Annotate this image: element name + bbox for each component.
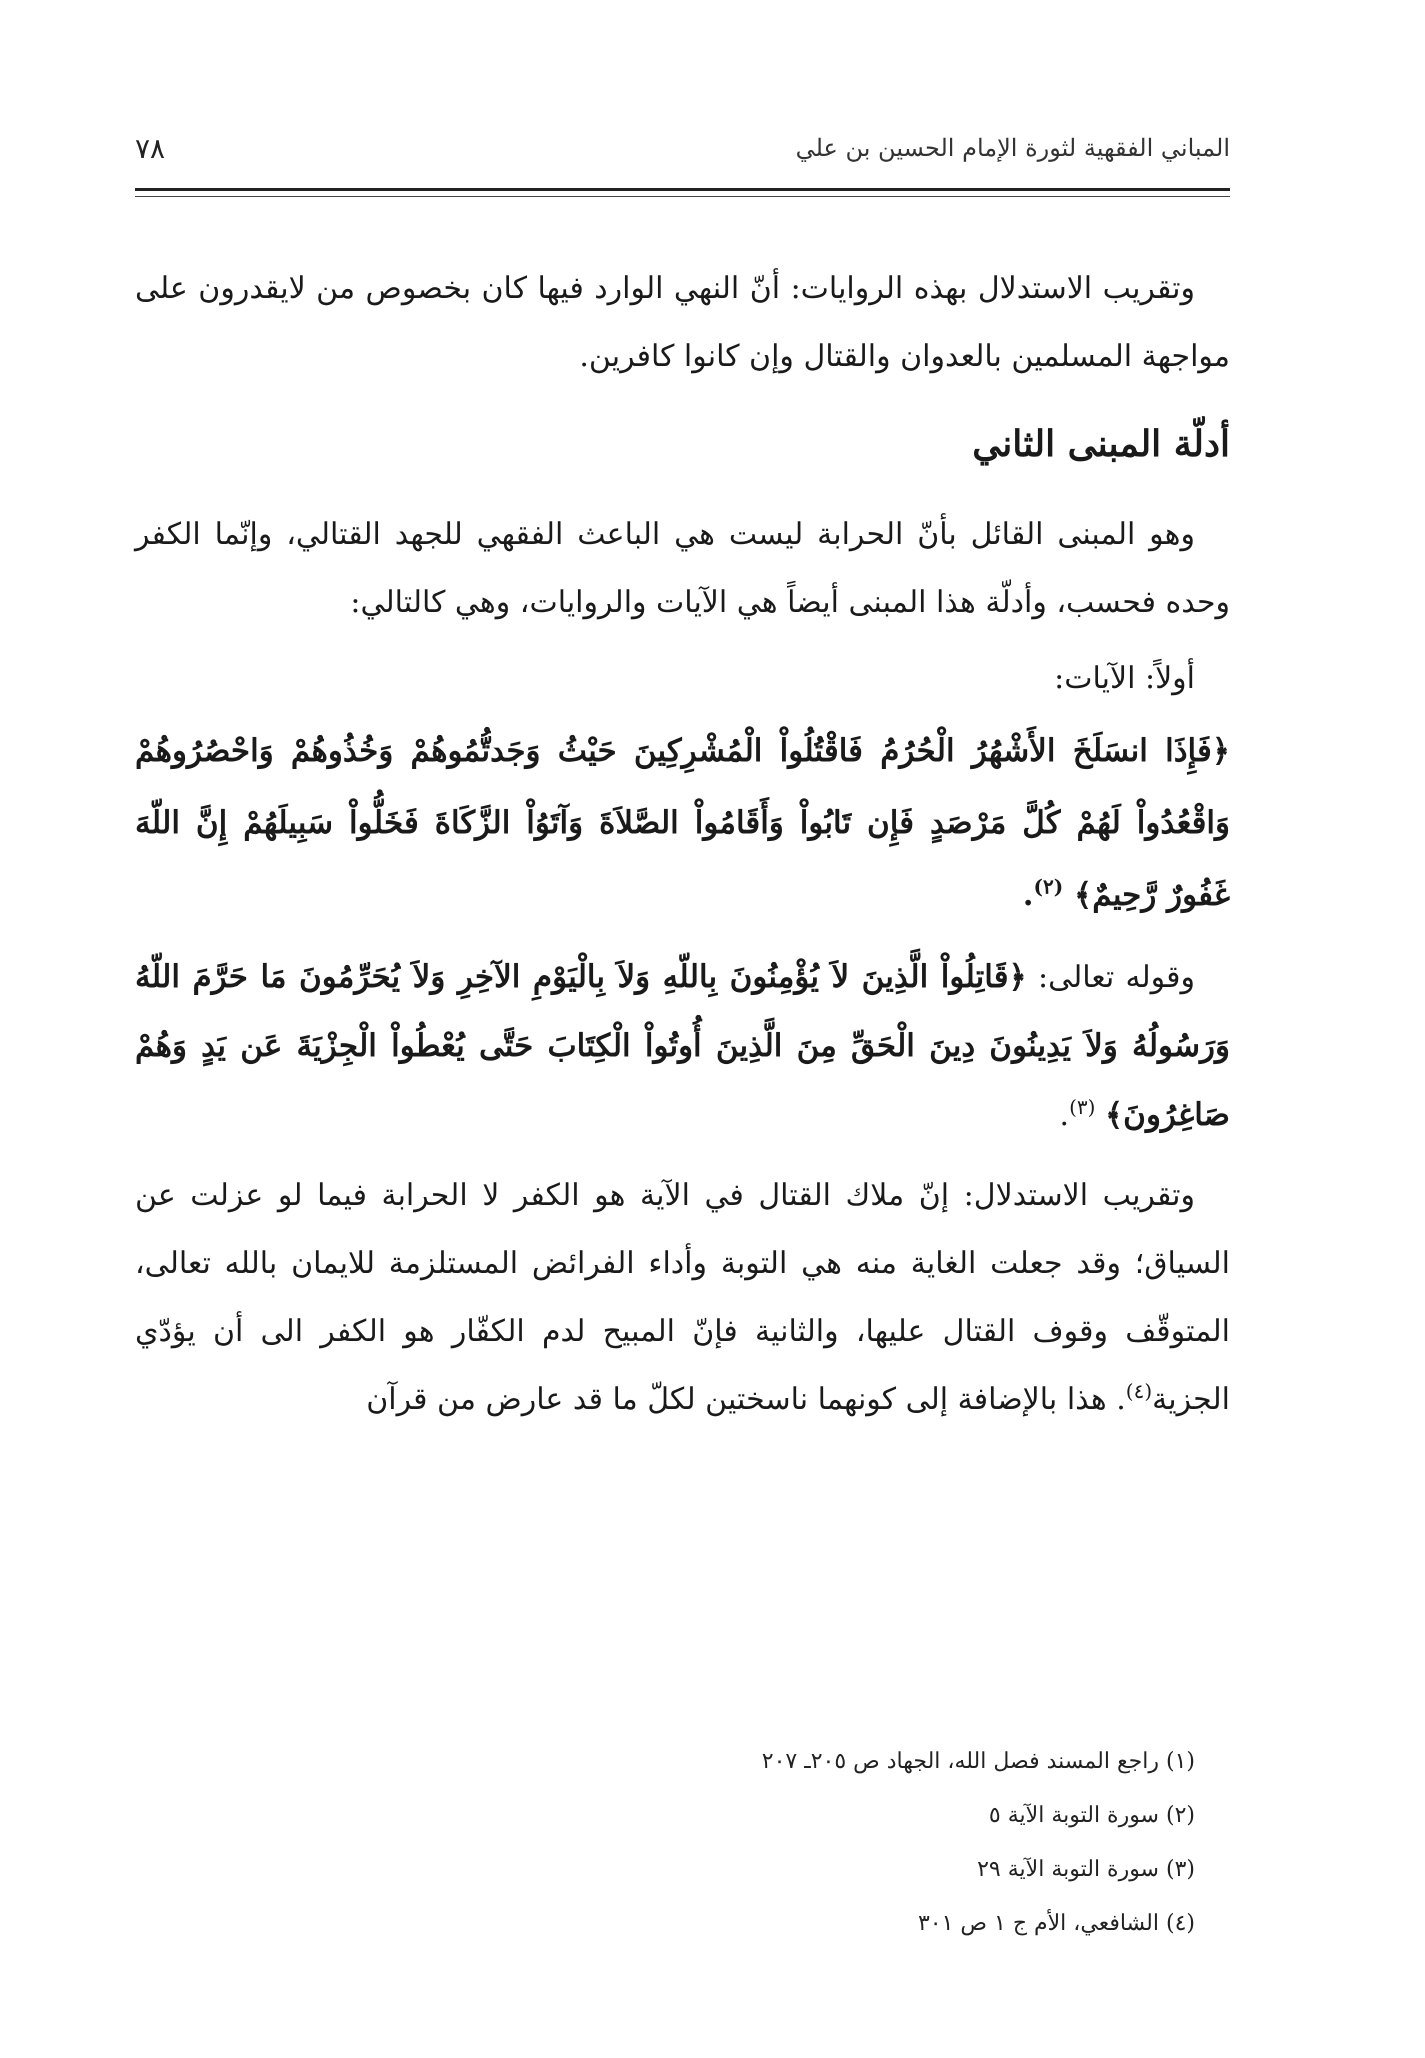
page-number: ٧٨ bbox=[135, 131, 166, 165]
header-rule-thick bbox=[135, 188, 1230, 191]
running-header bbox=[135, 128, 1230, 168]
verse-2-text: ﴿قَاتِلُواْ الَّذِينَ لاَ يُؤْمِنُونَ بِاللّهِ وَلاَ بِالْيَوْمِ الآخِرِ وَلاَ يُحَرِّمُونَ مَا حَرَّمَ اللّهُ وَرَسُولُهُ وَلاَ يَدِينُونَ دِينَ الْحَقِّ مِنَ الَّذِينَ أُوتُواْ الْكِتَابَ حَتَّى يُعْطُواْ الْجِزْيَةَ عَن يَدٍ وَهُمْ صَاغِرُونَ﴾ bbox=[135, 959, 1230, 1133]
header-rule-thin bbox=[135, 196, 1230, 197]
paragraph-2: وهو المبنى القائل بأنّ الحرابة ليست هي الباعث الفقهي للجهد القتالي، وإنّما الكفر وحده فحسب، وأدلّة هذا المبنى أيضاً هي الآيات والروايات، وهي كالتالي: bbox=[135, 517, 1230, 620]
footnote-3: (٣) سورة التوبة الآية ٢٩ bbox=[977, 1857, 1195, 1882]
footnotes bbox=[135, 1735, 1230, 1951]
paragraph-3-part-b: . هذا بالإضافة إلى كونهما ناسختين لكلّ ما قد عارض من قرآن bbox=[366, 1382, 1126, 1417]
footnote-ref-2: (٢) bbox=[1033, 874, 1064, 899]
verse-1-text: ﴿فَإِذَا انسَلَخَ الأَشْهُرُ الْحُرُمُ فَاقْتُلُواْ الْمُشْرِكِينَ حَيْثُ وَجَدتُّمُوهُمْ وَخُذُوهُمْ وَاحْصُرُوهُمْ وَاقْعُدُواْ لَهُمْ كُلَّ مَرْصَدٍ فَإِن تَابُواْ وَأَقَامُواْ الصَّلاَةَ وَآتَوُاْ الزَّكَاةَ فَخَلُّواْ سَبِيلَهُمْ إِنَّ اللّهَ غَفُورٌ رَّحِيمٌ﴾ bbox=[135, 733, 1230, 913]
paragraph-3-part-a: وتقريب الاستدلال: إنّ ملاك القتال في الآية هو الكفر لا الحرابة فيما لو عزلت عن السياق؛ وقد جعلت الغاية منه هي التوبة وأداء الفرائض المستلزمة للايمان بالله تعالى، المتوقّف وقوف القتال عليها، والثانية فإنّ المبيح لدم الكفّار هو الكفر الى أن يؤدّي الجزية bbox=[135, 1178, 1230, 1417]
footnote-2: (٢) سورة التوبة الآية ٥ bbox=[988, 1803, 1195, 1828]
section-heading: أدلّة المبنى الثاني bbox=[972, 423, 1230, 465]
subheading-verses: أولاً: الآيات: bbox=[1054, 661, 1195, 696]
running-title: المباني الفقهية لثورة الإمام الحسين بن علي bbox=[795, 134, 1230, 162]
footnote-ref-3: (٣) bbox=[1069, 1095, 1096, 1119]
verse-2-intro: وقوله تعالى: bbox=[1026, 960, 1195, 995]
paragraph-3 bbox=[135, 1162, 1230, 1434]
footnote-4: (٤) الشافعي، الأم ج ١ ص ٣٠١ bbox=[917, 1911, 1195, 1936]
paragraph-verse-2: وقوله تعالى: ﴿قَاتِلُواْ الَّذِينَ لاَ يُؤْمِنُونَ بِاللّهِ وَلاَ بِالْيَوْمِ الآخِرِ وَلاَ يُحَرِّمُونَ مَا حَرَّمَ اللّهُ وَرَسُولُهُ وَلاَ يَدِينُونَ دِينَ الْحَقِّ مِنَ الَّذِينَ أُوتُواْ الْكِتَابَ حَتَّى يُعْطُواْ الْجِزْيَةَ عَن يَدٍ وَهُمْ صَاغِرُونَ﴾ $^{(٣)}$. bbox=[135, 959, 1230, 1133]
paragraph-1: وتقريب الاستدلال بهذه الروايات: أنّ النهي الوارد فيها كان بخصوص من لايقدرون على مواجهة المسلمين بالعدوان والقتال وإن كانوا كافرين. bbox=[135, 271, 1230, 374]
verse-1: ﴿فَإِذَا انسَلَخَ الأَشْهُرُ الْحُرُمُ فَاقْتُلُواْ الْمُشْرِكِينَ حَيْثُ وَجَدتُّمُوهُمْ وَخُذُوهُمْ وَاحْصُرُوهُمْ وَاقْعُدُواْ لَهُمْ كُلَّ مَرْصَدٍ فَإِن تَابُواْ وَأَقَامُواْ الصَّلاَةَ وَآتَوُاْ الزَّكَاةَ فَخَلُّواْ سَبِيلَهُمْ إِنَّ اللّهَ غَفُورٌ رَّحِيمٌ﴾ $^{(٢)}$. bbox=[135, 733, 1230, 913]
footnote-ref-4: (٤) bbox=[1125, 1379, 1153, 1403]
footnote-1: (١) راجع المسند فصل الله، الجهاد ص ٢٠٥ـ ٢٠٧ bbox=[761, 1749, 1195, 1774]
body-content bbox=[135, 255, 1230, 1446]
